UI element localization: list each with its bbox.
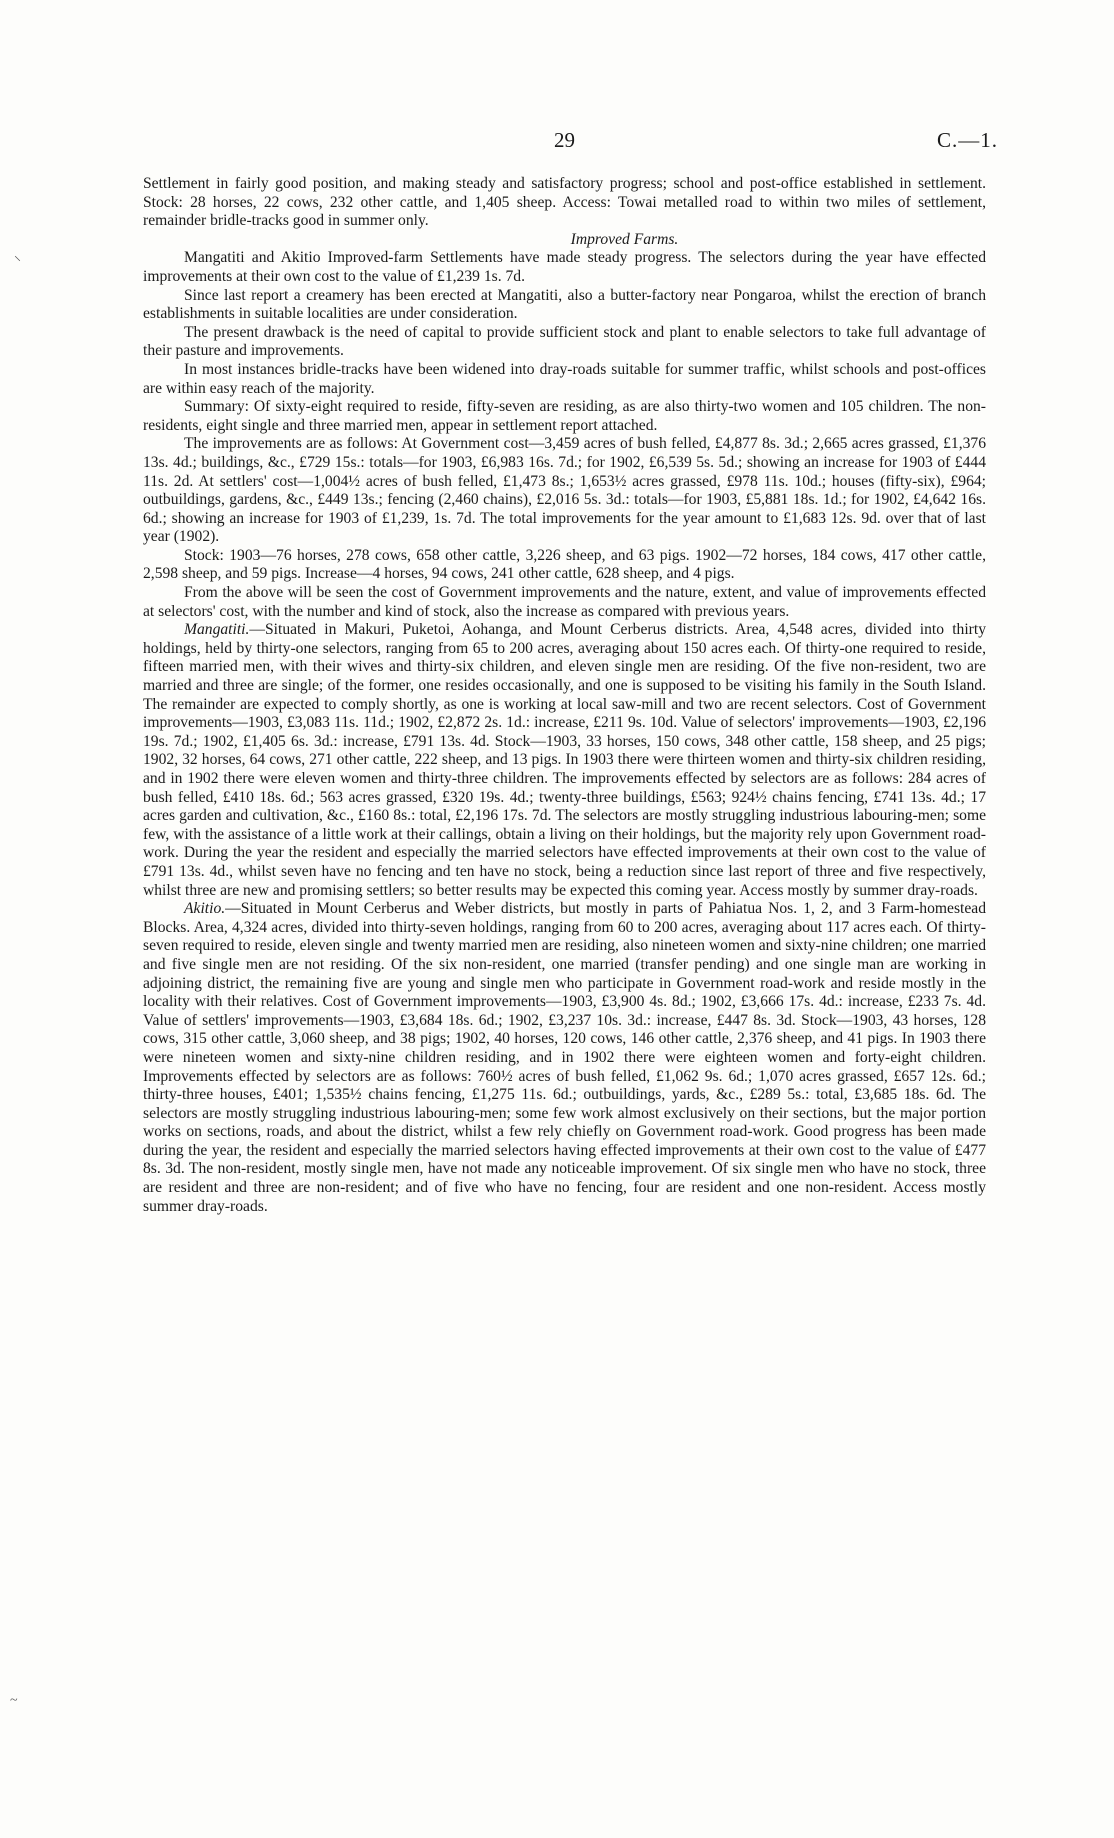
paragraph-roads: In most instances bridle-tracks have been widened into dray-roads suitable for summer traffic, whilst schools and post-offices are within easy reach of the majority. bbox=[143, 360, 986, 397]
page-number: 29 bbox=[554, 128, 575, 152]
paragraph-improvements: The improvements are as follows: At Government cost—3,459 acres of bush felled, £4,877 8s. 3d.; 2,665 acres grassed, £1,376 13s. 4d.; buildings, &c., £729 15s.: totals—for 1903, £6,983 16s. 7d.; for 1902, £6,539 5s. 5d.; showing an increase for 1903 of £444 11s. 2d. At settlers' cost—1,004½ acres of bush felled, £1,473 8s.; 1,653½ acres grassed, £978 11s. 10d.; houses (fifty-six), £964; outbuildings, gardens, &c., £449 13s.; fencing (2,460 chains), £2,016 5s. 3d.: totals—for 1903, £5,881 18s. 1d.; for 1902, £4,642 16s. 6d.; showing an increase for 1903 of £1,239, 1s. 7d. The total improvements for the year amount to £1,683 12s. 9d. over that of last year (1902). bbox=[143, 435, 986, 546]
paragraph-stock: Stock: 1903—76 horses, 278 cows, 658 other cattle, 3,226 sheep, and 63 pigs. 1902—72 horses, 184 cows, 417 other cattle, 2,598 sheep, and 59 pigs. Increase—4 horses, 94 cows, 241 other cattle, 628 sheep, and 4 pigs. bbox=[143, 546, 986, 583]
document-reference: C.—1. bbox=[936, 128, 998, 152]
section-heading-improved-farms: Improved Farms. bbox=[570, 230, 679, 248]
paragraph-mangatiti bbox=[143, 621, 986, 900]
paragraph-settlement-status: Settlement in fairly good position, and making steady and satisfactory progress; school and post-office established in settlement. Stock: 28 horses, 22 cows, 232 other cattle, and 1,405 sheep. Access: Towai metalled road to within two miles of settlement, remainder bridle-tracks good in summer only. bbox=[143, 175, 986, 230]
place-name-mangatiti: Mangatiti. bbox=[184, 621, 250, 639]
page-header bbox=[143, 128, 998, 154]
paragraph-drawback: The present drawback is the need of capital to provide sufficient stock and plant to enable selectors to take full advantage of their pasture and improvements. bbox=[143, 323, 986, 360]
paragraph-summary: Summary: Of sixty-eight required to reside, fifty-seven are residing, as are also thirty-two women and 105 children. The non-residents, eight single and three married men, appear in settlement report attached. bbox=[143, 398, 986, 434]
paragraph-comparison: From the above will be seen the cost of Government improvements and the nature, extent, and value of improvements effected at selectors' cost, with the number and kind of stock, also the increase as compared with previous years. bbox=[143, 584, 986, 620]
paragraph-akitio-text: —Situated in Mount Cerberus and Weber districts, but mostly in parts of Pahiatua Nos. 1, 2, and 3 Farm-homestead Blocks. Area, 4,324 acres, divided into thirty-seven holdings, ranging from 60 to 200 acres, averaging about 117 acres each. Of thirty-seven required to reside, eleven single and twenty married men are residing, also nineteen women and sixty-nine children; one married and five single men are not residing. Of the six non-resident, one married (transfer pending) and one single man are working in adjoining district, the remaining five are young and single men who participate in Government road-work and reside mostly in the locality with their relatives. Cost of Government improvements—1903, £3,900 4s. 8d.; 1902, £3,666 17s. 4d.: increase, £233 7s. 4d. Value of settlers' improvements—1903, £3,684 18s. 6d.; 1902, £3,237 10s. 3d.: increase, £447 8s. 3d. Stock—1903, 43 horses, 128 cows, 315 other cattle, 3,060 sheep, and 38 pigs; 1902, 40 horses, 120 cows, 146 other cattle, 2,376 sheep, and 41 pigs. In 1903 there were nineteen women and sixty-nine children residing, and in 1902 there were eighteen women and forty-eight children. Improvements effected by selectors are as follows: 760½ acres of bush felled, £1,062 9s. 6d.; 1,070 acres grassed, £657 12s. 6d.; thirty-three houses, £401; 1,535½ chains fencing, £1,275 11s. 6d.; outbuildings, yards, &c., £289 5s.: total, £3,685 18s. 6d. The selectors are mostly struggling industrious labouring-men; some few work almost exclusively on their sections, but the major portion works on sections, roads, and about the district, whilst a few rely chiefly on Government road-work. Good progress has been made during the year, the resident and especially the married selectors having effected improvements at their own cost to the value of £477 8s. 3d. The non-resident, mostly single men, have not made any noticeable improvement. Of six single men who have no stock, three are resident and three are non-resident; and of five who have no fencing, four are resident and one non-resident. Access mostly summer dray-roads. bbox=[143, 900, 986, 1215]
place-name-akitio: Akitio. bbox=[184, 900, 226, 918]
paragraph-creamery: Since last report a creamery has been erected at Mangatiti, also a butter-factory near Pongaroa, whilst the erection of branch establishments in suitable localities are under consideration. bbox=[143, 286, 986, 323]
paragraph-akitio bbox=[143, 900, 986, 1216]
margin-mark-top: ⸜ bbox=[14, 249, 21, 264]
paragraph-progress: Mangatiti and Akitio Improved-farm Settlements have made steady progress. The selectors during the year have effected improvements at their own cost to the value of £1,239 1s. 7d. bbox=[143, 249, 986, 285]
paragraph-mangatiti-text: —Situated in Makuri, Puketoi, Aohanga, and Mount Cerberus districts. Area, 4,548 acres, divided into thirty holdings, held by thirty-one selectors, ranging from 65 to 200 acres, averaging about 150 acres each. Of thirty-one required to reside, fifteen married men, with their wives and thirty-six children, and eleven single men are residing. Of the five non-resident, two are married and three are single; of the former, one resides occasionally, and one is supposed to be visiting his family in the South Island. The remainder are expected to comply shortly, as one is working at local saw-mill and two are recent selectors. Cost of Government improvements—1903, £3,083 11s. 11d.; 1902, £2,872 2s. 1d.: increase, £211 9s. 10d. Value of selectors' improvements—1903, £2,196 19s. 7d.; 1902, £1,405 6s. 3d.: increase, £791 13s. 4d. Stock—1903, 33 horses, 150 cows, 348 other cattle, 158 sheep, and 25 pigs; 1902, 32 horses, 64 cows, 271 other cattle, 222 sheep, and 13 pigs. In 1903 there were thirteen women and thirty-six children residing, and in 1902 there were eleven women and thirty-three children. The improvements effected by selectors are as follows: 284 acres of bush felled, £410 18s. 6d.; 563 acres grassed, £320 19s. 4d.; twenty-three buildings, £563; 924½ chains fencing, £741 13s. 4d.; 17 acres garden and cultivation, &c., £160 8s.: total, £2,196 17s. 7d. The selectors are mostly struggling industrious labouring-men; some few, with the assistance of a little work at their callings, obtain a living on their holdings, but the majority rely upon Government road-work. During the year the resident and especially the married selectors have effected improvements at their own cost to the value of £791 13s. 4d., whilst seven have no fencing and ten have no stock, being a reduction since last report of three and five respectively, whilst three are new and promising settlers; so better results may be expected this coming year. Access mostly by summer dray-roads. bbox=[143, 621, 986, 899]
margin-mark-bottom: ~ bbox=[10, 1693, 18, 1708]
body-text bbox=[143, 175, 986, 1216]
